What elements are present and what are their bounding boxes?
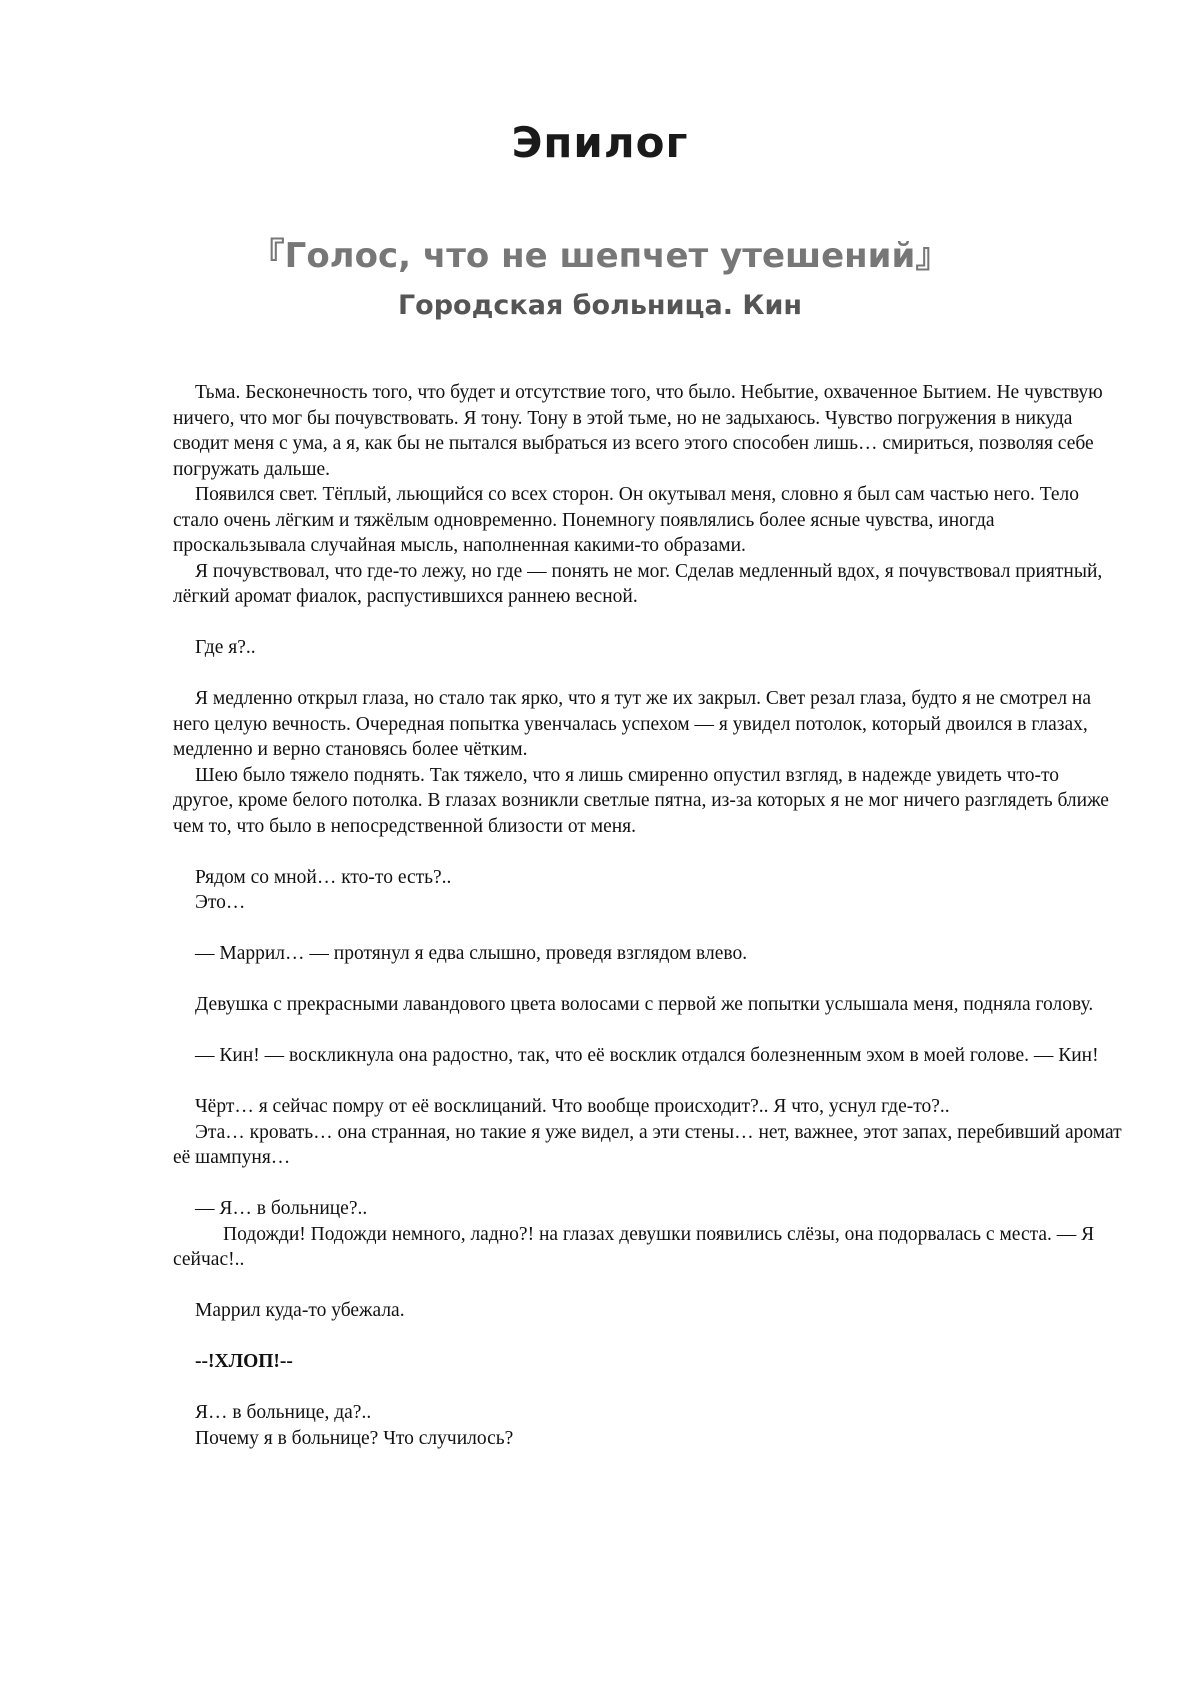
paragraph: Девушка с прекрасными лавандового цвета волосами с первой же попытки услышала меня, подняла голову.: [195, 994, 1094, 1015]
thought-line: Где я?..: [195, 637, 256, 658]
paragraph: Маррил куда-то убежала.: [195, 1300, 405, 1321]
spacer: [173, 1018, 1123, 1044]
thought-line: Почему я в больнице? Что случилось?: [195, 1427, 514, 1449]
spacer: [173, 967, 1123, 993]
sound-effect: --!ХЛОП!--: [195, 1351, 293, 1372]
paragraph: Шею было тяжело поднять. Так тяжело, что я лишь смиренно опустил взгляд, в надежде увидеть что-то другое, кроме белого потолка. В глазах возникли светлые пятна, из-за которых я не мог ничего разглядеть ближе чем то, что было в непосредственной близости от меня.: [173, 764, 1109, 837]
spacer: [173, 610, 1123, 636]
paragraph: Появился свет. Тёплый, льющийся со всех сторон. Он окутывал меня, словно я был сам частью него. Тело стало очень лёгким и тяжёлым одновременно. Понемногу появлялись более ясные чувства, иногда проскальзывала случайная мысль, наполненная какими-то образами.: [173, 484, 1080, 556]
dialogue-line: — Я… в больнице?..: [195, 1198, 368, 1219]
spacer: [173, 1069, 1123, 1095]
paragraph: Я медленно открыл глаза, но стало так ярко, что я тут же их закрыл. Свет резал глаза, будто я не смотрел на него целую вечность. Очередная попытка увенчалась успехом — я увидел потолок, который двоился в глазах, медленно и верно становясь более чётким.: [173, 688, 1092, 760]
spacer: [173, 1273, 1123, 1299]
scene-location: Городская больница. Кин: [397, 290, 803, 321]
spacer: [173, 1324, 1123, 1350]
spacer: [173, 839, 1123, 865]
chapter-subtitle: 『Голос, что не шепчет утешений』: [250, 236, 950, 276]
spacer: [173, 1375, 1123, 1401]
dialogue-line: — Кин! — воскликнула она радостно, так, что её восклик отдался болезненным эхом в моей голове. — Кин!: [195, 1045, 1099, 1066]
thought-line: Я… в больнице, да?..: [195, 1402, 372, 1423]
paragraph: Тьма. Бесконечность того, что будет и отсутствие того, что было. Небытие, охваченное Бытием. Не чувствую ничего, что мог бы почувствовать. Я тону. Тону в этой тьме, но не задыхаюсь. Чувство погружения в никуда сводит меня с ума, а я, как бы не пытался выбраться из всего этого способен лишь… смириться, позволяя себе погружать дальше.: [173, 382, 1103, 480]
spacer: [173, 661, 1123, 687]
thought-line: Рядом со мной… кто-то есть?..: [195, 866, 452, 888]
chapter-title: Эпилог: [511, 118, 689, 167]
spacer: [173, 1171, 1123, 1197]
chapter-body: [173, 380, 1123, 1451]
spacer: [173, 916, 1123, 942]
dialogue-line: — Маррил… — протянул я едва слышно, проведя взглядом влево.: [195, 943, 748, 964]
thought-line: Эта… кровать… она странная, но такие я уже видел, а эти стены… нет, важнее, этот запах, перебивший аромат её шампуня…: [173, 1121, 1122, 1168]
thought-line: Это…: [195, 892, 246, 913]
paragraph: Я почувствовал, что где-то лежу, но где — понять не мог. Сделав медленный вдох, я почувствовал приятный, лёгкий аромат фиалок, распустившихся раннею весной.: [173, 560, 1103, 607]
thought-line: Чёрт… я сейчас помру от её восклицаний. Что вообще происходит?.. Я что, уснул где-то?..: [195, 1096, 950, 1117]
dialogue-line: Подожди! Подожди немного, ладно?! на глазах девушки появились слёзы, она подорвалась с места. — Я сейчас!..: [173, 1223, 1095, 1270]
